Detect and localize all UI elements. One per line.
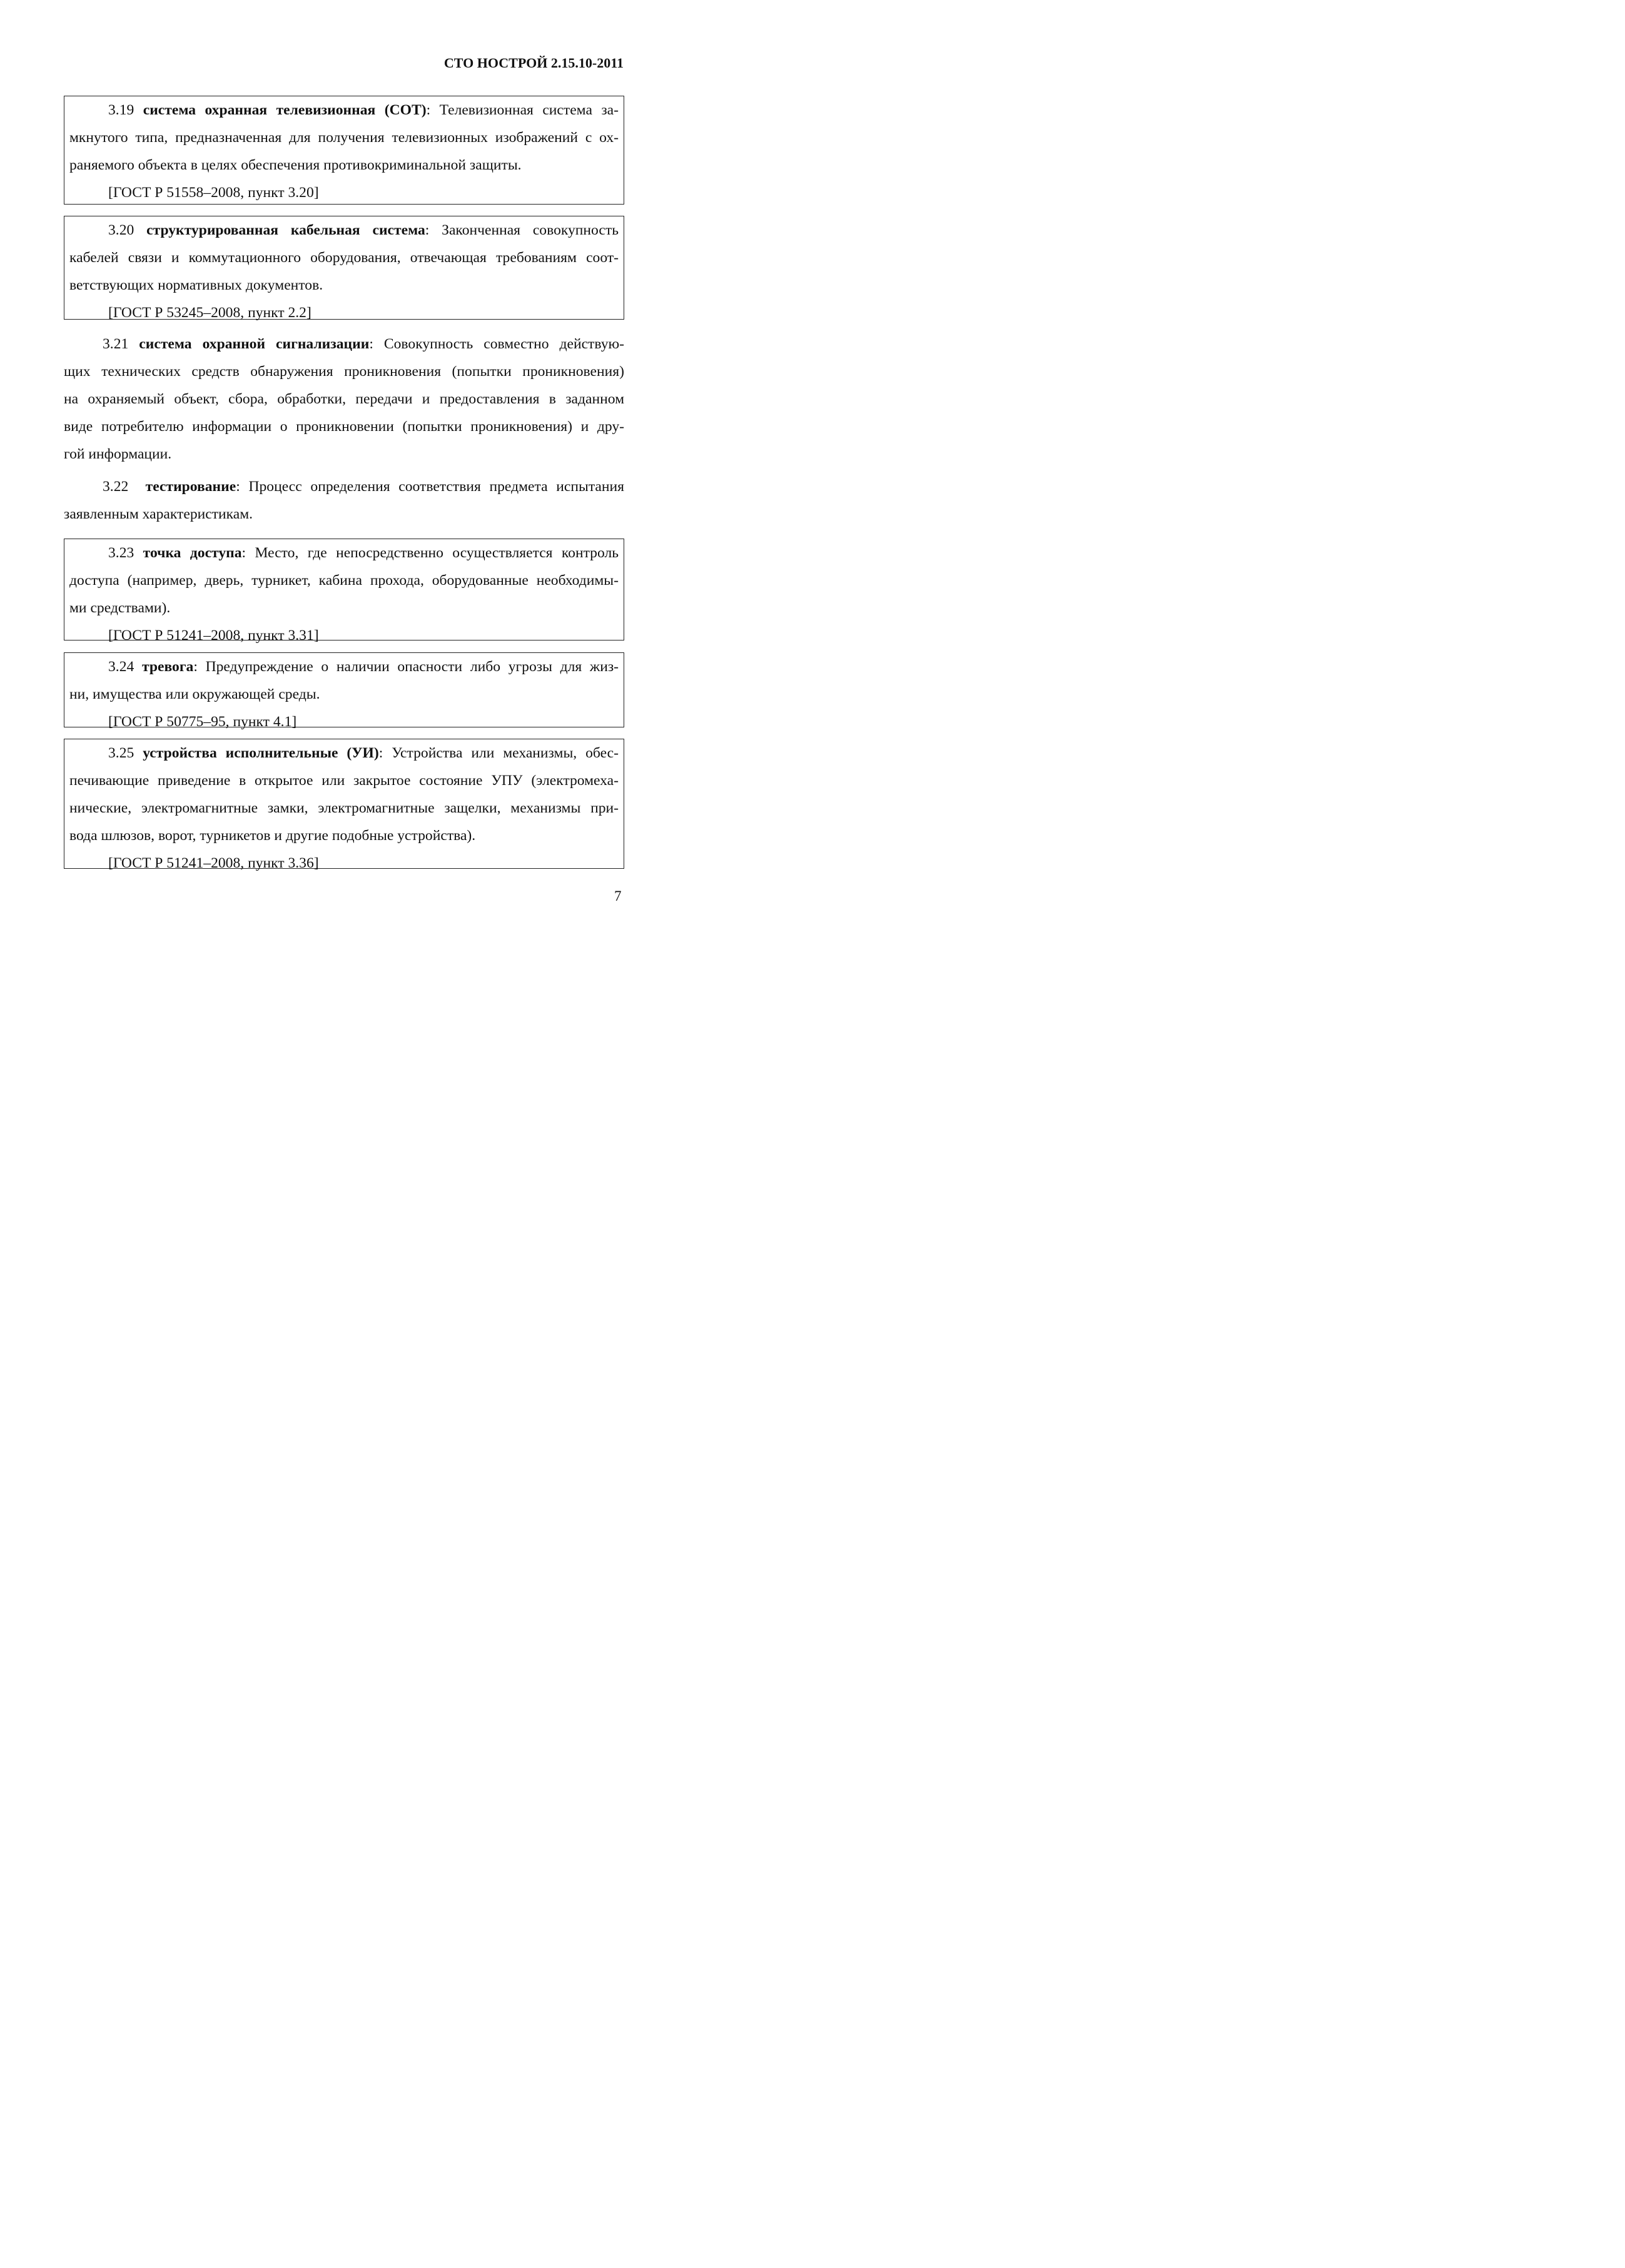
definition-text: Устройства или механизмы, обес-	[392, 745, 619, 761]
term-first-line: 3.21 система охранной сигнализации: Совокупность совместно действую-	[103, 336, 624, 352]
definition-text: ми средствами).	[69, 600, 171, 616]
definition-text: гой информации.	[64, 446, 172, 462]
definition-text: раняемого объекта в целях обеспечения противокриминальной защиты.	[69, 157, 522, 173]
definition-text: щих технических средств обнаружения проникновения (попытки проникновения)	[64, 363, 624, 380]
definition-text: Телевизионная система за-	[439, 102, 619, 118]
term-number: 3.20	[108, 222, 134, 238]
definition-text: Процесс определения соответствия предмета испытания	[248, 478, 624, 495]
definition-text: Законченная совокупность	[442, 222, 619, 238]
term-first-line: 3.25 устройства исполнительные (УИ): Устройства или механизмы, обес-	[108, 745, 619, 761]
term-number: 3.23	[108, 545, 134, 561]
source-reference: [ГОСТ Р 50775–95, пункт 4.1]	[108, 714, 297, 730]
definition-text: мкнутого типа, предназначенная для получения телевизионных изображений с ох-	[69, 129, 619, 146]
term-first-line: 3.19 система охранная телевизионная (СОТ): Телевизионная система за-	[108, 102, 619, 118]
definition-text: доступа (например, дверь, турникет, кабина прохода, оборудованные необходимы-	[69, 572, 619, 589]
term-paragraph-3-22	[64, 473, 624, 528]
definition-text: ни, имущества или окружающей среды.	[69, 686, 320, 702]
term-name: структурированная кабельная система	[146, 222, 425, 238]
term-box-3-19	[64, 96, 624, 205]
term-number: 3.21	[103, 336, 129, 352]
term-number: 3.19	[108, 102, 134, 118]
definition-text: кабелей связи и коммутационного оборудования, отвечающая требованиям соот-	[69, 250, 619, 266]
definition-text: нические, электромагнитные замки, электромагнитные защелки, механизмы при-	[69, 800, 619, 816]
term-name: устройства исполнительные (УИ)	[143, 745, 379, 761]
term-paragraph-3-21	[64, 330, 624, 468]
term-box-3-25	[64, 739, 624, 869]
definition-text: Совокупность совместно действую-	[383, 336, 624, 352]
term-number: 3.25	[108, 745, 134, 761]
source-reference: [ГОСТ Р 53245–2008, пункт 2.2]	[108, 305, 311, 321]
term-first-line: 3.22 тестирование: Процесс определения соответствия предмета испытания	[103, 478, 624, 495]
term-name: точка доступа	[143, 545, 242, 561]
page-number: 7	[614, 888, 622, 904]
term-first-line: 3.20 структурированная кабельная система: Законченная совокупность	[108, 222, 619, 238]
definition-text: Предупреждение о наличии опасности либо угрозы для жиз-	[205, 659, 619, 675]
source-reference: [ГОСТ Р 51241–2008, пункт 3.36]	[108, 855, 319, 871]
term-name: система охранной сигнализации	[139, 336, 370, 352]
term-first-line: 3.24 тревога: Предупреждение о наличии опасности либо угрозы для жиз-	[108, 659, 619, 675]
definition-text: вода шлюзов, ворот, турникетов и другие подобные устройства).	[69, 828, 476, 844]
term-number: 3.22	[103, 478, 129, 495]
source-reference: [ГОСТ Р 51241–2008, пункт 3.31]	[108, 627, 319, 644]
term-box-3-23	[64, 539, 624, 644]
term-first-line: 3.23 точка доступа: Место, где непосредственно осуществляется контроль	[108, 545, 619, 561]
definition-text: заявленным характеристикам.	[64, 506, 253, 522]
source-reference: [ГОСТ Р 51558–2008, пункт 3.20]	[108, 185, 319, 201]
definition-text: на охраняемый объект, сбора, обработки, передачи и предоставления в заданном	[64, 391, 624, 407]
definition-text: печивающие приведение в открытое или закрытое состояние УПУ (электромеха-	[69, 772, 619, 789]
definition-text: Место, где непосредственно осуществляется контроль	[255, 545, 619, 561]
term-name: тревога	[141, 659, 194, 675]
term-number: 3.24	[108, 659, 134, 675]
term-box-3-24	[64, 652, 624, 730]
term-box-3-20	[64, 216, 624, 320]
definition-text: виде потребителю информации о проникновении (попытки проникновения) и дру-	[64, 418, 624, 435]
definition-text: ветствующих нормативных документов.	[69, 277, 323, 293]
term-name: тестирование	[145, 478, 236, 495]
document-code-header: СТО НОСТРОЙ 2.15.10-2011	[443, 55, 624, 71]
term-name: система охранная телевизионная (СОТ)	[143, 102, 427, 118]
